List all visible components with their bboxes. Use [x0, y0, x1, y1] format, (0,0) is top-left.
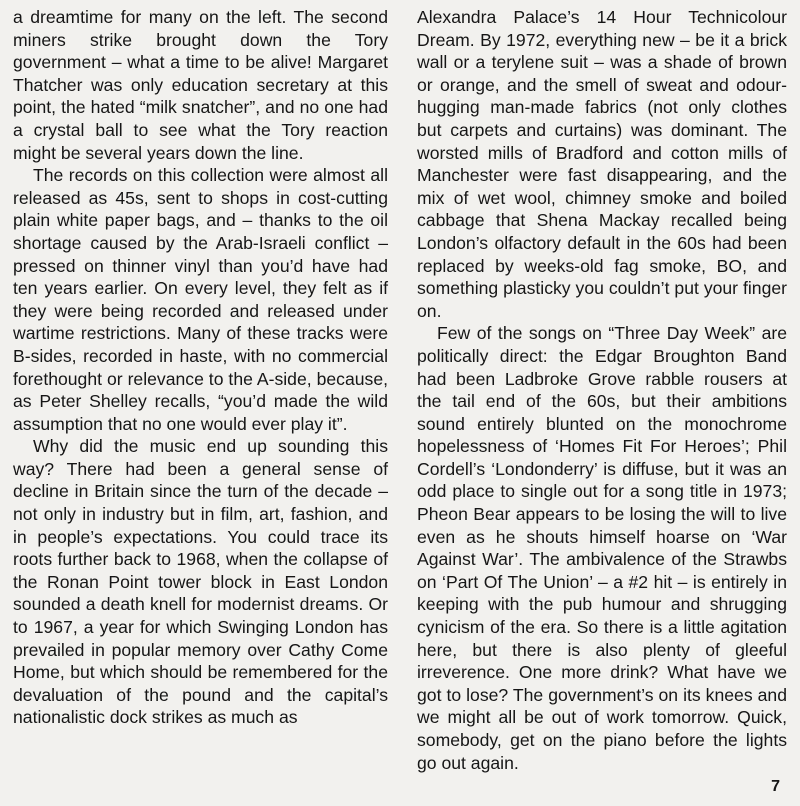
paragraph: Few of the songs on “Three Day Week” are politically direct: the Edgar Broughton Band had been Ladbroke Grove rabble rousers at the tail end of the 60s, but their ambitions sound entirely blunted on the monochrome hopelessness of ‘Homes Fit For Heroes’; Phil Cordell’s ‘Londonderry’ is diffuse, but it was an odd place to single out for a song title in 1973; Pheon Bear appears to be losing the will to live even as he shouts himself hoarse on ‘War Against War’. The ambivalence of the Strawbs on ‘Part Of The Union’ – a #2 hit – is entirely in keeping with the pub humour and shrugging cynicism of the era. So there is a little agitation here, but there is also plenty of gleeful irreverence. One more drink? What have we got to lose? The government’s on its knees and we might all be out of work tomorrow. Quick, somebody, get on the piano before the lights go out again. [417, 323, 787, 773]
paragraph: Why did the music end up sounding this way? There had been a general sense of decline in Britain since the turn of the decade – not only in industry but in film, art, fashion, and in people’s expectations. You could trace its roots further back to 1968, when the collapse of the Ronan Point tower block in East London sounded a death knell for modernist dreams. Or to 1967, a year for which Swinging London has prevailed in popular memory over Cathy Come Home, but which should be remembered for the devaluation of the pound and the capital’s nationalistic dock strikes as much as [13, 436, 388, 728]
paragraph: The records on this collection were almost all released as 45s, sent to shops in cost-cutting plain white paper bags, and – thanks to the oil shortage caused by the Arab-Israeli conflict – pressed on thinner vinyl than you’d have had ten years earlier. On every level, they felt as if they were being recorded and released under wartime restrictions. Many of these tracks were B-sides, recorded in haste, with no commercial forethought or relevance to the A-side, because, as Peter Shelley recalls, “you’d made the wild assumption that no one would ever play it”. [13, 165, 388, 434]
page-number: 7 [771, 778, 780, 795]
right-column [417, 6, 787, 774]
left-column [13, 6, 388, 729]
paragraph: Alexandra Palace’s 14 Hour Technicolour Dream. By 1972, everything new – be it a brick wall or a terylene suit – was a shade of brown or orange, and the smell of sweat and odour-hugging man-made fabrics (not only clothes but carpets and curtains) was dominant. The worsted mills of Bradford and cotton mills of Manchester were fast disappearing, and the mix of wet wool, chimney smoke and boiled cabbage that Shena Mackay recalled being London’s olfactory default in the 60s had been replaced by weeks-old fag smoke, BO, and something plasticky you couldn’t put your finger on. [417, 7, 787, 321]
paragraph: a dreamtime for many on the left. The second miners strike brought down the Tory government – what a time to be alive! Margaret Thatcher was only education secretary at this point, the hated “milk snatcher”, and no one had a crystal ball to see what the Tory reaction might be several years down the line. [13, 7, 388, 163]
